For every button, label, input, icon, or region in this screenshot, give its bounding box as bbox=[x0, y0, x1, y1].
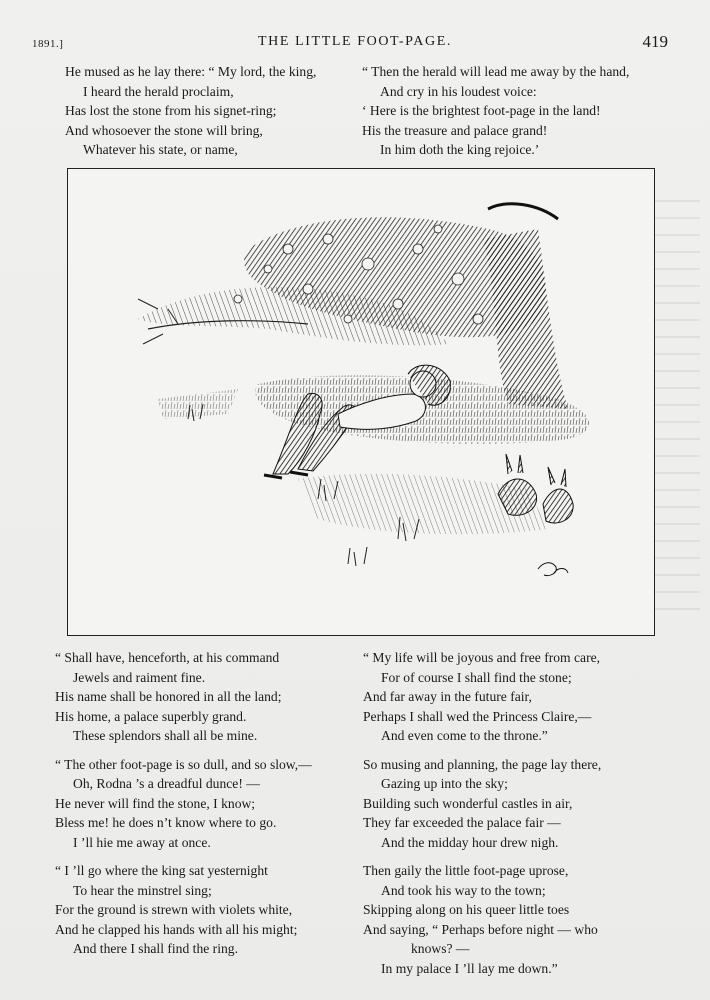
verse-line: “ I ’ll go where the king sat yesternight bbox=[55, 863, 268, 878]
illustration-foot-page-under-tree bbox=[67, 168, 655, 636]
verse-line: So musing and planning, the page lay there, bbox=[363, 756, 602, 772]
tree-foliage bbox=[138, 217, 546, 345]
verse-line: And there I shall find the ring. bbox=[73, 941, 238, 956]
page-number: 419 bbox=[642, 32, 668, 51]
illustration-drawing bbox=[68, 169, 654, 635]
poem-top-right-column bbox=[362, 62, 629, 160]
verse-line: I ’ll hie me away at once. bbox=[73, 834, 211, 850]
verse-line: Skipping along on his queer little toes bbox=[363, 902, 570, 917]
verse-line: He mused as he lay there: “ My lord, the king, bbox=[65, 64, 317, 79]
poem-bottom-left-column bbox=[55, 648, 312, 959]
verse-line: His name shall be honored in all the land; bbox=[55, 689, 282, 704]
stanza bbox=[363, 755, 601, 853]
verse-line: knows? — bbox=[411, 941, 470, 956]
verse-line: For the ground is strewn with violets white, bbox=[55, 902, 293, 917]
page-title: THE LITTLE FOOT-PAGE. bbox=[258, 34, 452, 49]
verse-line: And even come to the throne.” bbox=[381, 728, 548, 743]
verse-line: Has lost the stone from his signet-ring; bbox=[65, 103, 277, 118]
header-year: 1891.] bbox=[32, 38, 64, 50]
stanza bbox=[55, 755, 312, 853]
verse-line: “ Shall have, henceforth, at his command bbox=[55, 650, 280, 665]
verse-line: His home, a palace superbly grand. bbox=[55, 708, 247, 724]
stanza-gap bbox=[55, 746, 312, 755]
stanza-gap bbox=[363, 852, 601, 861]
verse-line: “ The other foot-page is so dull, and so slow,— bbox=[55, 756, 312, 772]
verse-line: In my palace I ’ll lay me down.” bbox=[381, 960, 558, 976]
verse-line: Bless me! he does n’t know where to go. bbox=[55, 815, 277, 830]
verse-line: ‘ Here is the brightest foot-page in the land! bbox=[362, 103, 601, 118]
verse-line: To hear the minstrel sing; bbox=[73, 882, 212, 898]
verse-line: For of course I shall find the stone; bbox=[381, 669, 572, 685]
verse-line: And saying, “ Perhaps before night — who bbox=[363, 921, 598, 937]
verse-line: And he clapped his hands with all his might; bbox=[55, 921, 298, 937]
stanza-gap bbox=[55, 852, 312, 861]
verse-line: And far away in the future fair, bbox=[363, 689, 532, 704]
poem-bottom-right-column bbox=[363, 648, 601, 978]
verse-line: “ My life will be joyous and free from care, bbox=[363, 650, 601, 665]
verse-line: In him doth the king rejoice.’ bbox=[380, 142, 540, 157]
verse-line: His the treasure and palace grand! bbox=[362, 122, 548, 138]
verse-line: Oh, Rodna ’s a dreadful dunce! — bbox=[73, 776, 260, 791]
verse-line: And the midday hour drew nigh. bbox=[381, 834, 559, 850]
poem-top-left-column bbox=[65, 62, 316, 160]
verse-line: And took his way to the town; bbox=[381, 882, 546, 898]
stanza bbox=[55, 648, 312, 746]
stanza-gap bbox=[363, 746, 601, 755]
verse-line: Perhaps I shall wed the Princess Claire,— bbox=[363, 708, 592, 724]
verse-line: I heard the herald proclaim, bbox=[83, 83, 234, 99]
stanza bbox=[363, 648, 601, 746]
verse-line: Building such wonderful castles in air, bbox=[363, 795, 573, 811]
stanza bbox=[363, 861, 601, 978]
verse-line: And whosoever the stone will bring, bbox=[65, 122, 263, 138]
stanza bbox=[55, 861, 312, 959]
verse-line: These splendors shall all be mine. bbox=[73, 728, 258, 743]
verse-line: “ Then the herald will lead me away by the hand, bbox=[362, 64, 630, 79]
verse-line: Whatever his state, or name, bbox=[83, 142, 238, 157]
verse-line: Then gaily the little foot-page uprose, bbox=[363, 863, 569, 878]
verse-line: They far exceeded the palace fair — bbox=[363, 815, 561, 830]
verse-line: He never will find the stone, I know; bbox=[55, 795, 256, 811]
verse-line: Jewels and raiment fine. bbox=[73, 669, 206, 685]
artist-monogram bbox=[538, 563, 568, 576]
verse-line: And cry in his loudest voice: bbox=[380, 83, 537, 99]
verse-line: Gazing up into the sky; bbox=[381, 776, 508, 791]
